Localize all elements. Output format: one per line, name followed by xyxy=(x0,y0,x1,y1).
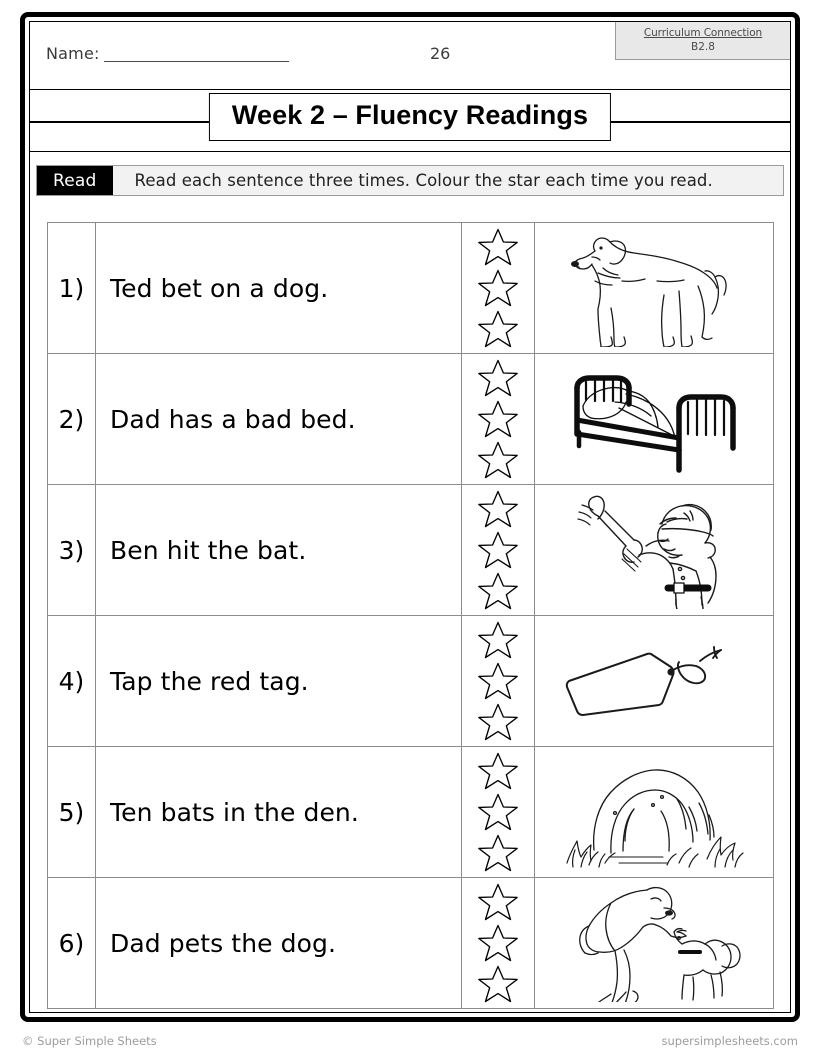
star-icon[interactable] xyxy=(474,440,522,480)
row-number: 4) xyxy=(58,666,85,696)
page-footer xyxy=(22,1034,798,1048)
name-field-row xyxy=(46,44,289,63)
illustration-cell xyxy=(535,485,774,616)
page-title: Week 2 – Fluency Readings xyxy=(209,93,611,141)
dog-illustration xyxy=(535,223,773,353)
title-band xyxy=(30,90,790,152)
star-icon[interactable] xyxy=(474,530,522,570)
price-tag-illustration xyxy=(535,616,773,746)
star-icon[interactable] xyxy=(474,489,522,529)
row-number-cell xyxy=(48,747,96,878)
curriculum-connection-code: B2.8 xyxy=(691,40,715,53)
star-icon[interactable] xyxy=(474,923,522,963)
sentence-text: Dad pets the dog. xyxy=(110,928,337,958)
star-icon[interactable] xyxy=(474,227,522,267)
star-group xyxy=(462,616,534,746)
star-icon[interactable] xyxy=(474,792,522,832)
illustration-cell xyxy=(535,878,774,1009)
sentence-cell xyxy=(96,616,462,747)
title-band-bottom-rule xyxy=(30,151,790,153)
sentence-cell xyxy=(96,354,462,485)
instruction-text: Read each sentence three times. Colour the star each time you read. xyxy=(113,166,783,195)
fluency-table-body xyxy=(48,223,774,1009)
star-group xyxy=(462,878,534,1008)
star-cell xyxy=(462,223,535,354)
star-icon[interactable] xyxy=(474,833,522,873)
star-cell xyxy=(462,354,535,485)
table-row xyxy=(48,354,774,485)
star-cell xyxy=(462,747,535,878)
star-cell xyxy=(462,878,535,1009)
row-number: 5) xyxy=(58,797,85,827)
sentence-text: Ten bats in the den. xyxy=(110,797,359,827)
worksheet-header xyxy=(30,22,790,90)
table-row xyxy=(48,616,774,747)
page-number: 26 xyxy=(430,44,451,63)
instruction-bar xyxy=(36,165,784,196)
star-group xyxy=(462,485,534,615)
sentence-text: Tap the red tag. xyxy=(110,666,309,696)
star-group xyxy=(462,354,534,484)
illustration-cell xyxy=(535,616,774,747)
illustration-cell xyxy=(535,354,774,485)
star-icon[interactable] xyxy=(474,620,522,660)
bed-illustration xyxy=(535,354,773,484)
table-row xyxy=(48,223,774,354)
instruction-tag: Read xyxy=(37,166,113,195)
sentence-cell xyxy=(96,747,462,878)
man-petting-dog-illustration xyxy=(535,878,773,1008)
curriculum-connection-title: Curriculum Connection xyxy=(643,27,763,40)
cave-den-illustration xyxy=(535,747,773,877)
row-number-cell xyxy=(48,354,96,485)
footer-copyright: © Super Simple Sheets xyxy=(22,1034,157,1048)
star-icon[interactable] xyxy=(474,571,522,611)
table-row xyxy=(48,747,774,878)
row-number-cell xyxy=(48,878,96,1009)
row-number-cell xyxy=(48,616,96,747)
row-number: 2) xyxy=(58,404,85,434)
sentence-text: Ted bet on a dog. xyxy=(110,273,329,303)
star-cell xyxy=(462,616,535,747)
footer-website: supersimplesheets.com xyxy=(661,1034,798,1048)
table-row xyxy=(48,485,774,616)
star-icon[interactable] xyxy=(474,964,522,1004)
row-number: 1) xyxy=(58,273,85,303)
name-input-line[interactable] xyxy=(104,47,289,62)
sentence-cell xyxy=(96,878,462,1009)
fluency-readings-table xyxy=(47,222,774,1009)
illustration-cell xyxy=(535,223,774,354)
star-group xyxy=(462,747,534,877)
star-icon[interactable] xyxy=(474,661,522,701)
star-icon[interactable] xyxy=(474,399,522,439)
table-row xyxy=(48,878,774,1009)
star-icon[interactable] xyxy=(474,751,522,791)
sentence-text: Ben hit the bat. xyxy=(110,535,307,565)
baseball-batter-illustration xyxy=(535,485,773,615)
sentence-text: Dad has a bad bed. xyxy=(110,404,356,434)
sentence-cell xyxy=(96,223,462,354)
row-number-cell xyxy=(48,223,96,354)
star-icon[interactable] xyxy=(474,268,522,308)
row-number: 3) xyxy=(58,535,85,565)
star-icon[interactable] xyxy=(474,882,522,922)
star-group xyxy=(462,223,534,353)
curriculum-connection-badge xyxy=(615,22,790,60)
name-label: Name: xyxy=(46,44,100,63)
sentence-cell xyxy=(96,485,462,616)
illustration-cell xyxy=(535,747,774,878)
row-number-cell xyxy=(48,485,96,616)
star-icon[interactable] xyxy=(474,702,522,742)
row-number: 6) xyxy=(58,928,85,958)
star-icon[interactable] xyxy=(474,309,522,349)
star-icon[interactable] xyxy=(474,358,522,398)
star-cell xyxy=(462,485,535,616)
